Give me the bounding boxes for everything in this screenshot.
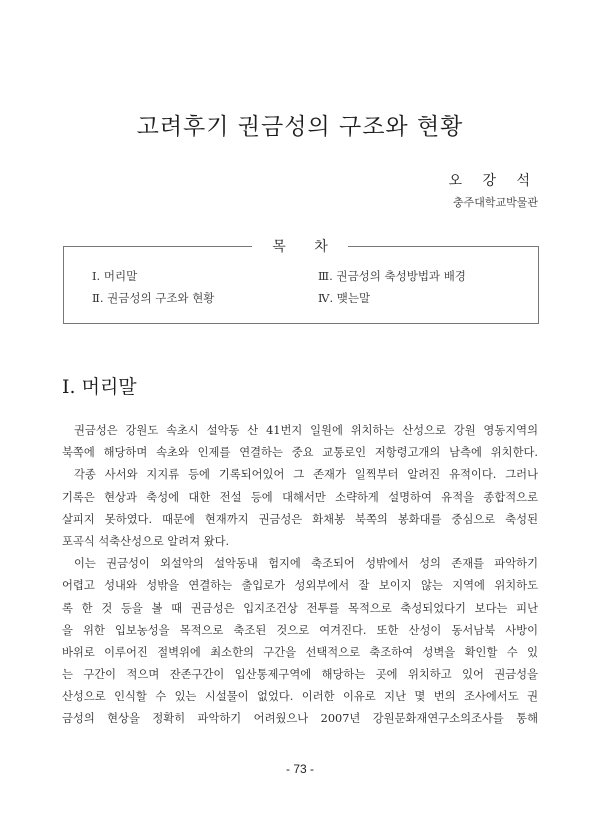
body-line: 금성의 현상을 정확히 파악하기 어려웠으나 2007년 강원문화재연구소의조사를 통해 (62, 712, 538, 726)
table-of-contents-box (63, 246, 539, 324)
toc-item-conclusion: Ⅳ. 맺는말 (318, 291, 371, 305)
toc-item-structure: Ⅱ. 권금성의 구조와 현황 (92, 291, 215, 305)
author-affiliation: 충주대학교박물관 (452, 196, 538, 209)
body-line: 산성으로 인식할 수 있는 시설물이 없었다. 이러한 이유로 지난 몇 번의 조사에서도 권 (62, 690, 538, 704)
section-heading: Ⅰ. 머리말 (62, 376, 137, 398)
body-line: 권금성은 강원도 속초시 설악동 산 41번지 일원에 위치하는 산성으로 강원 영동지역의 (74, 424, 538, 437)
body-line: 이는 권금성이 외설악의 설악동내 험지에 축조되어 성밖에서 성의 존재를 파악하기 (74, 557, 538, 571)
toc-heading: 목 차 (252, 236, 348, 256)
body-line: 포곡식 석축산성으로 알려져 왔다. (62, 534, 230, 548)
body-line: 어렵고 성내와 성밖을 연결하는 출입로가 성외부에서 잘 보이지 않는 지역에 위치하도 (62, 579, 538, 593)
toc-item-intro: Ⅰ. 머리말 (92, 269, 138, 283)
body-line: 바위로 이루어진 절벽위에 최소한의 구간을 선택적으로 축조하여 성벽을 확인할 수 있 (62, 645, 538, 659)
body-line: 살피지 못하였다. 때문에 현재까지 권금성은 화채봉 북쪽의 봉화대를 중심으로 축성된 (62, 512, 538, 526)
page-number: - 73 - (285, 762, 314, 776)
body-line: 는 구간이 적으며 잔존구간이 입산통제구역에 해당하는 곳에 위치하고 있어 권금성을 (62, 668, 538, 682)
body-line: 록 한 것 등을 볼 때 권금성은 입지조건상 전투를 목적으로 축성되었다기 보다는 피난 (62, 601, 538, 615)
body-paragraphs (62, 420, 538, 731)
body-line: 을 위한 입보농성을 목적으로 축조된 것으로 여겨진다. 또한 산성이 동서남북 사방이 (62, 623, 538, 637)
body-line: 각종 사서와 지지류 등에 기록되어있어 그 존재가 일찍부터 알려진 유적이다. 그러나 (74, 468, 538, 482)
author-name: 오 강 석 (448, 173, 538, 189)
body-line: 북쪽에 해당하며 속초와 인제를 연결하는 중요 교통로인 저항령고개의 남측에 위치한다. (62, 446, 538, 460)
paper-title: 고려후기 권금성의 구조와 현황 (136, 114, 464, 140)
body-line: 기록은 현상과 축성에 대한 전설 등에 대해서만 소략하게 설명하여 유적을 종합적으로 (62, 490, 538, 504)
toc-item-construction: Ⅲ. 권금성의 축성방법과 배경 (318, 269, 466, 283)
